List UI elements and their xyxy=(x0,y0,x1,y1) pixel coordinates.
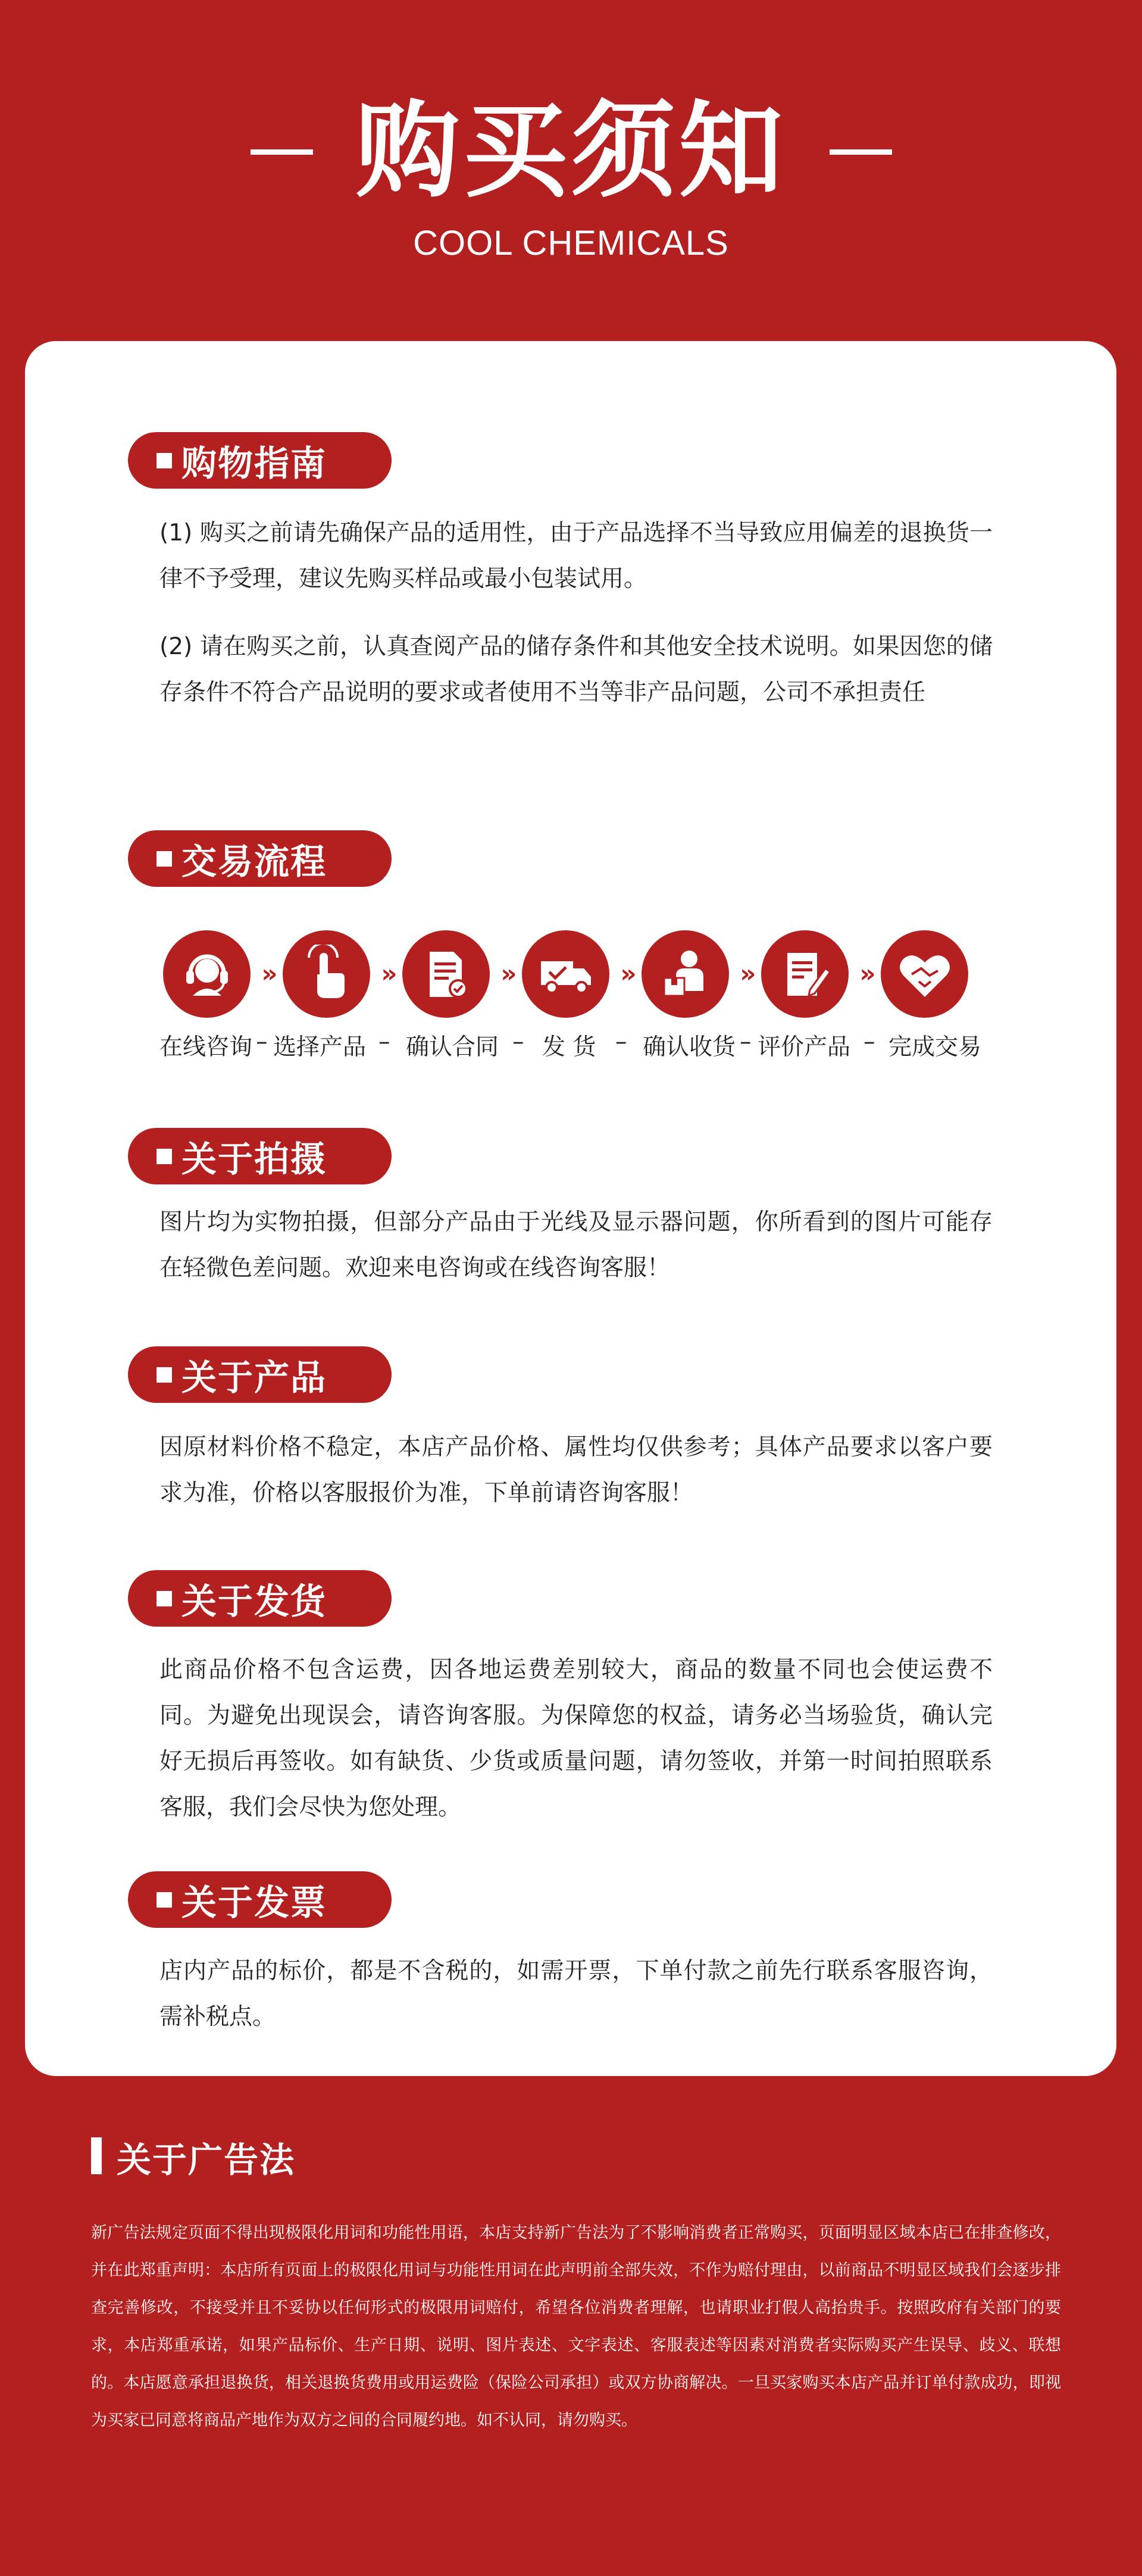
bullet-square xyxy=(157,453,172,468)
flow-arrow: » xyxy=(381,959,398,988)
invoice-paragraph: 店内产品的标价，都是不含税的，如需开票，下单付款之前先行联系客服咨询，需补税点。 xyxy=(159,1958,993,2030)
section-title: 交易流程 xyxy=(182,841,327,882)
title-dash-right xyxy=(830,149,892,155)
page-title: 购买须知 xyxy=(355,91,787,212)
bullet-square xyxy=(157,1892,172,1908)
receive-package-icon xyxy=(642,930,729,1018)
flow-arrow: » xyxy=(620,959,637,988)
shipping-paragraph: 此商品价格不包含运费，因各地运费差别较大，商品的数量不同也会使运费不同。为避免出现误会，请咨询客服。为保障您的权益，请务必当场验货，确认完好无损后再签收。如有缺货、少货或质量问题，请勿签收，并第一时间拍照联系客服，我们会尽快为您处理。 xyxy=(159,1656,993,1821)
step-separator: – xyxy=(378,1028,390,1055)
section-tag-product xyxy=(128,1346,392,1403)
section-tag-guide xyxy=(128,432,392,489)
step-label: 评价产品 xyxy=(758,1034,851,1061)
section-tag-invoice xyxy=(128,1871,392,1928)
step-separator: – xyxy=(740,1028,752,1055)
truck-icon xyxy=(522,930,609,1018)
step-label: 选择产品 xyxy=(273,1034,367,1061)
section-title: 关于发票 xyxy=(182,1882,327,1923)
section-tag-process xyxy=(128,830,392,887)
step-separator: – xyxy=(863,1028,875,1055)
step-separator: – xyxy=(615,1028,627,1055)
footer-paragraph: 新广告法规定页面不得出现极限化用词和功能性用语，本店支持新广告法为了不影响消费者正常购买，页面明显区域本店已在排查修改，并在此郑重声明：本店所有页面上的极限化用词与功能性用词在此声明前全部失效，不作为赔付理由，以前商品不明显区域我们会逐步排查完善修改，不接受并且不妥协以任何形式的极限用词赔付，希望各位消费者理解，也请职业打假人高抬贵手。按照政府有关部门的要求，本店郑重承诺，如果产品标价、生产日期、说明、图片表述、文字表述、客服表述等因素对消费者实际购买产生误导、歧义、联想的。本店愿意承担退换货，相关退换货费用或用运费险（保险公司承担）或双方协商解决。一旦买家购买本店产品并订单付款成功，即视为买家已同意将商品产地作为双方之间的合同履约地。如不认同，请勿购买。 xyxy=(91,2224,1061,2430)
headset-icon xyxy=(163,930,251,1018)
flow-arrow: » xyxy=(859,959,876,988)
process-flow xyxy=(159,930,993,1070)
section-title: 购物指南 xyxy=(182,443,327,484)
step-label: 确认合同 xyxy=(406,1034,499,1061)
flow-arrow: » xyxy=(261,959,278,988)
step-label: 完成交易 xyxy=(888,1034,982,1061)
review-icon xyxy=(761,930,849,1018)
process-step-labels xyxy=(159,1028,993,1064)
flow-arrow: » xyxy=(740,959,756,988)
title-row xyxy=(0,89,1142,214)
bullet-square xyxy=(157,1149,172,1164)
flow-arrow: » xyxy=(500,959,517,988)
title-dash-left xyxy=(251,149,313,155)
guide-paragraph-2: (2) 请在购买之前，认真查阅产品的储存条件和其他安全技术说明。如果因您的储存条件不符合产品说明的要求或者使用不当等非产品问题，公司不承担责任 xyxy=(159,633,993,706)
bullet-square xyxy=(157,851,172,867)
section-tag-shipping xyxy=(128,1570,392,1627)
step-label: 在线咨询 xyxy=(159,1034,253,1061)
footer-title: 关于广告法 xyxy=(117,2140,296,2180)
section-title: 关于拍摄 xyxy=(182,1139,327,1180)
step-label: 发 货 xyxy=(542,1034,596,1061)
photo-paragraph: 图片均为实物拍摄，但部分产品由于光线及显示器问题，你所看到的图片可能存在轻微色差问题。欢迎来电咨询或在线咨询客服！ xyxy=(159,1209,993,1281)
step-separator: – xyxy=(256,1028,268,1055)
section-tag-photo xyxy=(128,1128,392,1184)
bullet-square xyxy=(157,1367,172,1383)
bullet-square xyxy=(157,1591,172,1606)
page-subtitle: COOL CHEMICALS xyxy=(413,224,729,262)
step-label: 确认收货 xyxy=(643,1034,736,1061)
section-title: 关于产品 xyxy=(182,1357,327,1398)
guide-paragraph-1: (1) 购买之前请先确保产品的适用性，由于产品选择不当导致应用偏差的退换货一律不予受理，建议先购买样品或最小包装试用。 xyxy=(159,520,993,592)
hand-pointer-icon xyxy=(283,930,370,1018)
step-separator: – xyxy=(512,1028,524,1055)
handshake-heart-icon xyxy=(881,930,968,1018)
page-header xyxy=(0,0,1142,333)
contract-icon xyxy=(402,930,490,1018)
product-paragraph: 因原材料价格不稳定，本店产品价格、属性均仅供参考；具体产品要求以客户要求为准，价格以客服报价为准，下单前请咨询客服！ xyxy=(159,1434,993,1506)
section-title: 关于发货 xyxy=(182,1581,327,1622)
footer-title-bar xyxy=(91,2137,102,2174)
